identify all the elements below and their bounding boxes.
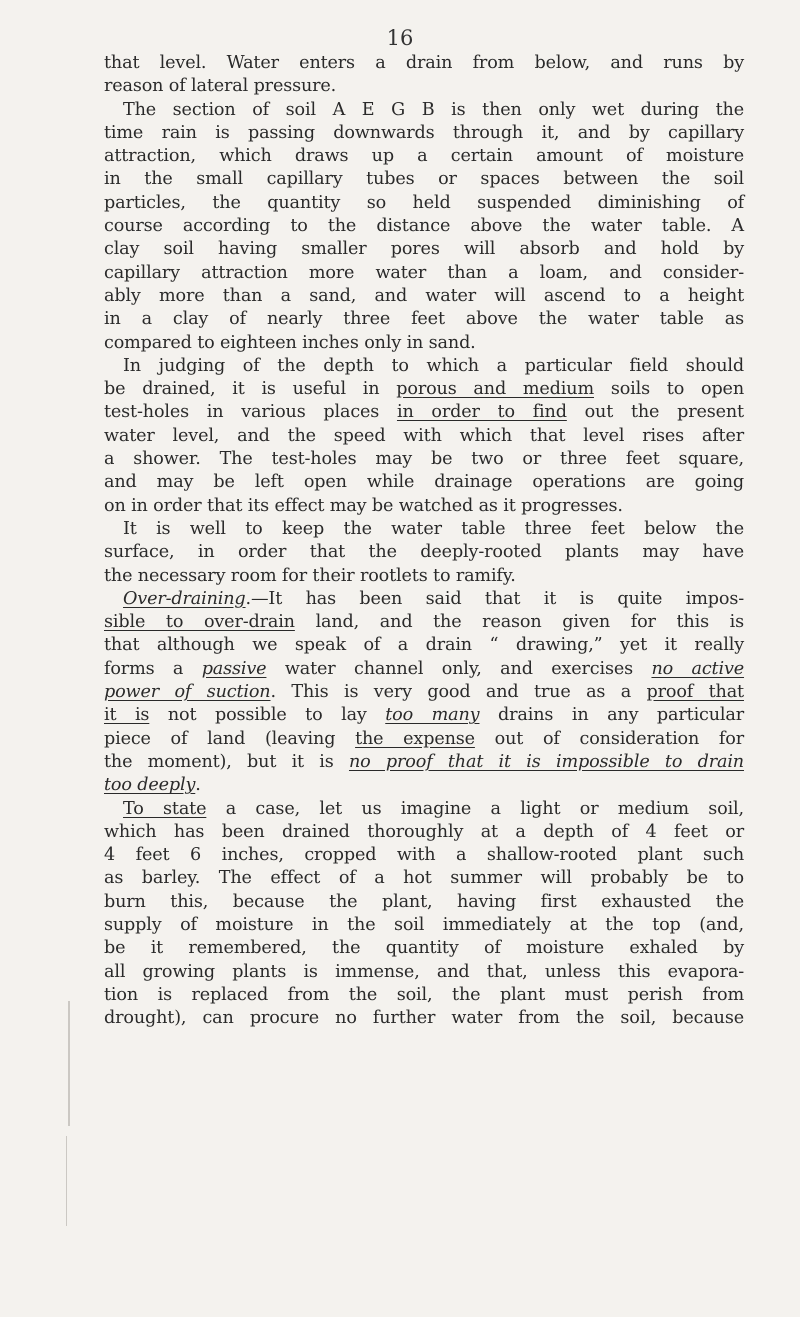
text-segment: tion is replaced from the soil, the plant must perish from (104, 984, 744, 1005)
text-segment: a shower. The test-holes may be two or three feet square, (104, 449, 744, 470)
underlined-text: too deeply (104, 775, 196, 796)
text-line (104, 401, 744, 424)
text-segment: which has been drained thoroughly at a depth of 4 feet or (104, 821, 744, 842)
text-line (104, 238, 744, 261)
text-segment: as barley. The effect of a hot summer will probably be to (104, 868, 744, 889)
text-segment: all growing plants is immense, and that, unless this evapora- (104, 961, 744, 982)
text-line (104, 332, 744, 355)
text-line (104, 285, 744, 308)
text-segment: drought), can procure no further water from the soil, because (104, 1008, 744, 1029)
text-segment: The section of soil A E G B is then only wet during the (123, 99, 744, 120)
underlined-text: the expense (355, 728, 475, 749)
margin-pencil-mark (68, 1001, 70, 1126)
text-line (104, 518, 744, 541)
text-line (104, 448, 744, 471)
text-segment: land, and the reason given for this is (294, 612, 745, 633)
text-line (104, 1007, 744, 1030)
text-line (104, 891, 744, 914)
text-line (104, 378, 744, 401)
text-segment: It is well to keep the water table three feet below the (123, 518, 744, 539)
text-segment: capillary attraction more water than a loam, and consider- (104, 262, 744, 283)
margin-pencil-mark-lower (66, 1136, 67, 1226)
text-line (104, 774, 744, 797)
text-segment: water level, and the speed with which that level rises after (104, 425, 744, 446)
text-line (104, 704, 744, 727)
text-segment: not possible to lay (149, 705, 386, 726)
text-segment: attraction, which draws up a certain amount of moisture (104, 146, 744, 167)
text-line (104, 821, 744, 844)
text-line (104, 355, 744, 378)
text-segment: reason of lateral pressure. (104, 76, 337, 97)
text-segment: on in order that its effect may be watched as it progresses. (104, 495, 623, 516)
text-segment: out of consideration for (474, 728, 744, 749)
text-segment: that although we speak of a drain “ drawing,” yet it really (104, 635, 744, 656)
text-line (104, 308, 744, 331)
text-line (104, 844, 744, 867)
text-line (104, 914, 744, 937)
text-segment: in the small capillary tubes or spaces between the soil (104, 169, 744, 190)
text-segment: time rain is passing downwards through it, and by capillary (104, 122, 744, 143)
text-segment: soils to open (594, 379, 744, 400)
underlined-text: passive (201, 658, 267, 679)
underlined-text: Over-draining (123, 588, 246, 609)
text-segment: test-holes in various places (104, 402, 397, 423)
text-segment: surface, in order that the deeply-rooted plants may have (104, 542, 744, 563)
text-line (104, 751, 744, 774)
underlined-text: in order to find (396, 402, 567, 423)
text-line (104, 798, 744, 821)
underlined-text: no active (651, 658, 745, 679)
text-line (104, 122, 744, 145)
underlined-text: To state (123, 798, 207, 819)
text-line (104, 728, 744, 751)
text-line (104, 681, 744, 704)
text-line (104, 541, 744, 564)
text-segment: and may be left open while drainage operations are going (104, 472, 744, 493)
text-segment: be it remembered, the quantity of moisture exhaled by (104, 938, 744, 959)
text-line (104, 611, 744, 634)
text-line (104, 471, 744, 494)
text-line (104, 495, 744, 518)
text-segment: water channel only, and exercises (266, 658, 652, 679)
text-segment: compared to eighteen inches only in sand. (104, 332, 476, 353)
text-segment: . This is very good and true as a (270, 682, 647, 703)
text-segment: the moment), but it is (104, 751, 349, 772)
text-line (104, 984, 744, 1007)
text-segment: out the present (566, 402, 744, 423)
underlined-text: porous and medium (396, 379, 594, 400)
text-segment: that level. Water enters a drain from below, and runs by (104, 53, 744, 73)
underlined-text: proof that (646, 682, 744, 703)
text-line (104, 192, 744, 215)
text-segment: a case, let us imagine a light or medium soil, (206, 798, 744, 819)
underlined-text: sible to over-drain (104, 612, 295, 633)
text-segment: be drained, it is useful in (104, 379, 397, 400)
text-line (104, 99, 744, 122)
text-segment: .—It has been said that it is quite impos- (245, 588, 744, 609)
text-line (104, 634, 744, 657)
underlined-text: too many (385, 705, 480, 726)
text-line (104, 588, 744, 611)
underlined-text: power of suction (104, 682, 271, 703)
text-segment: forms a (104, 658, 202, 679)
text-segment: clay soil having smaller pores will absorb and hold by (104, 239, 744, 260)
text-line (104, 658, 744, 681)
text-line (104, 215, 744, 238)
text-segment: course according to the distance above the water table. A (104, 216, 744, 237)
text-segment: piece of land (leaving (104, 728, 356, 749)
text-line (104, 52, 744, 75)
body-text (104, 52, 744, 1030)
text-line (104, 961, 744, 984)
text-segment: in a clay of nearly three feet above the water table as (104, 309, 744, 330)
text-segment: ably more than a sand, and water will ascend to a height (104, 285, 744, 306)
text-segment: In judging of the depth to which a particular field should (123, 355, 744, 376)
text-segment: . (195, 775, 201, 796)
text-line (104, 262, 744, 285)
text-line (104, 425, 744, 448)
text-line (104, 168, 744, 191)
text-line (104, 867, 744, 890)
text-line (104, 937, 744, 960)
underlined-text: it is (104, 705, 150, 726)
text-segment: the necessary room for their rootlets to ramify. (104, 565, 516, 586)
underlined-text: no proof that it is impossible to drain (348, 751, 744, 772)
text-segment: supply of moisture in the soil immediately at the top (and, (104, 914, 744, 935)
text-segment: 4 feet 6 inches, cropped with a shallow-rooted plant such (104, 845, 744, 866)
text-segment: particles, the quantity so held suspended diminishing of (104, 192, 744, 213)
text-line (104, 565, 744, 588)
text-line (104, 145, 744, 168)
page-number: 16 (386, 26, 414, 50)
text-segment: drains in any particular (479, 705, 745, 726)
text-segment: burn this, because the plant, having first exhausted the (104, 891, 744, 912)
text-line (104, 75, 744, 98)
